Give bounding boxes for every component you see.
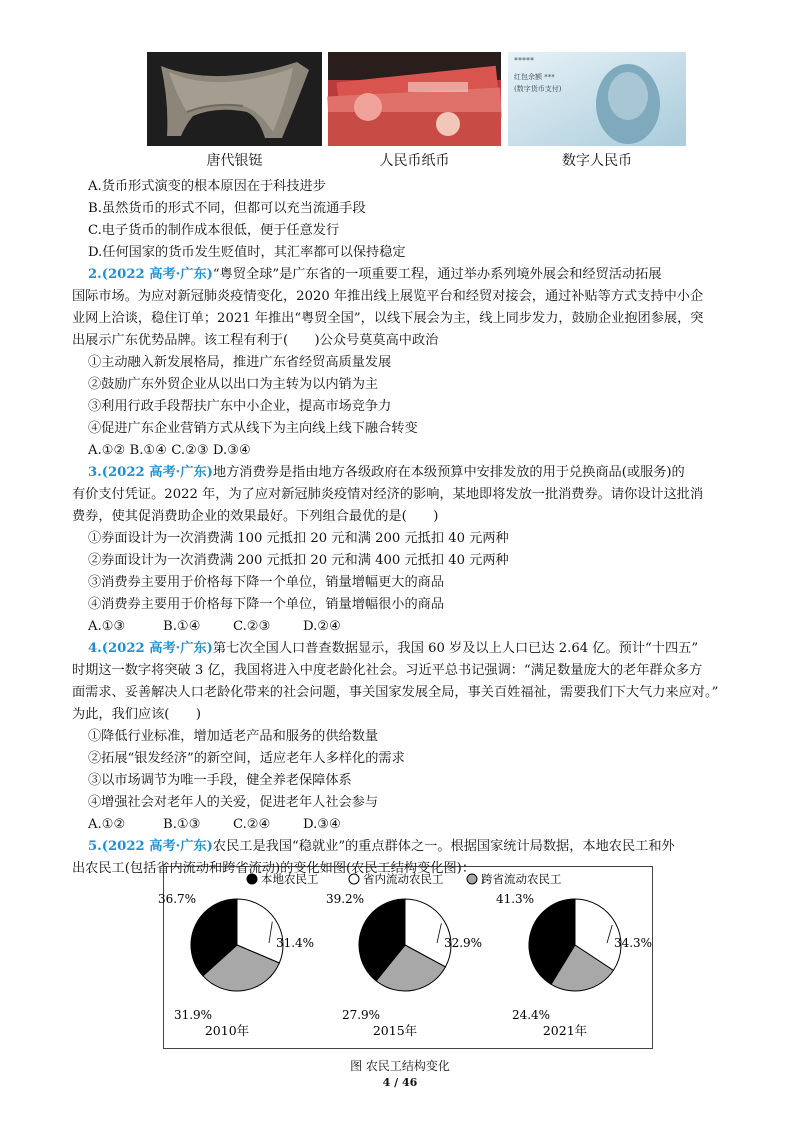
q5-text: 农民工是我国“稳就业”的重点群体之一。根据国家统计局数据，本地农民工和外 (212, 839, 675, 854)
slice-label: 31.9% (173, 1008, 213, 1022)
chart-caption: 图 农民工结构变化 (350, 1059, 450, 1073)
series-year-label: 2015年 (372, 1023, 418, 1038)
q5-head: 5.(2022 高考·广东) (88, 839, 213, 854)
series-year-label: 2021年 (542, 1023, 588, 1038)
legend-label: 省内流动农民工 (363, 872, 444, 886)
q3-line: 有价支付凭证。2022 年，为了应对新冠肺炎疫情对经济的影响，某地即将发放一批消费券。请你设计这批消 (72, 487, 704, 502)
banknote-photo (328, 52, 501, 146)
series-year-label: 2010年 (204, 1023, 250, 1038)
q4-item: ③以市场调节为唯一手段，健全养老保障体系 (88, 773, 352, 788)
q2-head: 2.(2022 高考·广东) (88, 267, 213, 282)
slice-label: 31.4% (275, 936, 315, 950)
q3-option: D.②④ (303, 619, 341, 634)
slice-label: 27.9% (341, 1008, 381, 1022)
slice-label: 36.7% (157, 892, 197, 906)
q2-item: ②鼓励广东外贸企业从以出口为主转为以内销为主 (88, 377, 379, 392)
slice-label: 41.3% (495, 892, 535, 906)
q3-option: B.①④ (163, 619, 201, 634)
q1-option-d: D.任何国家的货币发生贬值时，其汇率都可以保持稳定 (88, 245, 406, 260)
image-caption: 唐代银铤 (206, 153, 263, 169)
q4-line: 面需求、妥善解决人口老龄化带来的社会问题，事关国家发展全局，事关百姓福祉，需要我们下大气力来应对。” (72, 685, 719, 700)
q2-options: A.①② B.①④ C.②③ D.③④ (88, 443, 251, 458)
digital-rmb-balance: 红包余额 *** (514, 73, 555, 81)
q2-line: 国际市场。为应对新冠肺炎疫情变化，2020 年推出线上展览平台和经贸对接会，通过补贴等方式支持中小企 (72, 289, 704, 304)
pie-chart-frame (157, 866, 653, 1049)
q4-item: ②拓展“银发经济”的新空间，适应老年人多样化的需求 (88, 751, 405, 766)
q3-option: A.①③ (88, 619, 126, 634)
legend-label: 跨省流动农民工 (481, 872, 562, 886)
silver-ingot-photo (147, 52, 322, 146)
q4-text: 第七次全国人口普查数据显示，我国 60 岁及以上人口已达 2.64 亿。预计“十四五” (212, 641, 699, 656)
q3-line (88, 462, 685, 484)
q5-line: 出农民工(包括省内流动和跨省流动)的变化如图(农民工结构变化图)： (72, 861, 476, 876)
slice-label: 39.2% (325, 892, 365, 906)
digital-rmb-screenshot (508, 52, 686, 146)
q4-line (88, 638, 698, 660)
q2-item: ①主动融入新发展格局，推进广东省经贸高质量发展 (88, 355, 392, 370)
q5-line (88, 836, 675, 858)
q4-option: B.①③ (163, 817, 201, 832)
q2-item: ④促进广东企业营销方式从线下为主向线上线下融合转变 (88, 421, 418, 436)
image-caption: 数字人民币 (562, 153, 632, 169)
q3-head: 3.(2022 高考·广东) (88, 465, 213, 480)
q3-item: ④消费券主要用于价格每下降一个单位，销量增幅很小的商品 (88, 597, 445, 612)
q1-option-a: A.货币形式演变的根本原因在于科技进步 (88, 179, 326, 194)
q3-option: C.②③ (233, 619, 271, 634)
q2-text: “粤贸全球”是广东省的一项重要工程，通过举办系列境外展会和经贸活动拓展 (212, 267, 662, 282)
q4-line: 时期这一数字将突破 3 亿，我国将进入中度老龄化社会。习近平总书记强调：“满足数量庞大的老年群众多方 (72, 663, 703, 678)
q4-option: C.②④ (233, 817, 271, 832)
q1-option-b: B.虽然货币的形式不同，但都可以充当流通手段 (88, 201, 366, 216)
q3-item: ②券面设计为一次消费满 200 元抵扣 20 元和满 400 元抵扣 40 元两种 (88, 553, 509, 568)
pie-chart (157, 867, 653, 1048)
q4-item: ①降低行业标准，增加适老产品和服务的供给数量 (88, 729, 379, 744)
page-number: 4 / 46 (382, 1076, 418, 1089)
digital-rmb-stars: ***** (514, 56, 534, 65)
slice-label: 32.9% (443, 936, 483, 950)
slice-label: 24.4% (511, 1008, 551, 1022)
q2-line: 出展示广东优势品牌。该工程有利于( )公众号莫莫高中政治 (72, 333, 439, 348)
q4-option: D.③④ (303, 817, 341, 832)
q4-option: A.①② (88, 817, 126, 832)
digital-rmb-note: (数字货币支付) (514, 85, 562, 93)
q3-item: ③消费券主要用于价格每下降一个单位，销量增幅更大的商品 (88, 575, 445, 590)
q4-head: 4.(2022 高考·广东) (88, 641, 213, 656)
q3-text: 地方消费券是指由地方各级政府在本级预算中安排发放的用于兑换商品(或服务)的 (212, 465, 685, 480)
q2-item: ③利用行政手段帮扶广东中小企业，提高市场竞争力 (88, 399, 392, 414)
q2-line: 业网上洽谈，稳住订单；2021 年推出“粤贸全国”，以线下展会为主，线上同步发力，鼓励企业抱团参展，突 (72, 311, 704, 326)
q2-line (88, 264, 662, 286)
q4-item: ④增强社会对老年人的关爱，促进老年人社会参与 (88, 795, 379, 810)
q1-option-c: C.电子货币的制作成本很低，便于任意发行 (88, 223, 340, 238)
slice-label: 34.3% (613, 936, 653, 950)
q3-line: 费券，使其促消费助企业的效果最好。下列组合最优的是( ) (72, 509, 439, 524)
legend-label: 本地农民工 (261, 872, 319, 886)
q4-line: 为此，我们应该( ) (72, 707, 201, 722)
image-caption: 人民币纸币 (379, 153, 450, 169)
q3-item: ①券面设计为一次消费满 100 元抵扣 20 元和满 200 元抵扣 40 元两种 (88, 531, 509, 546)
